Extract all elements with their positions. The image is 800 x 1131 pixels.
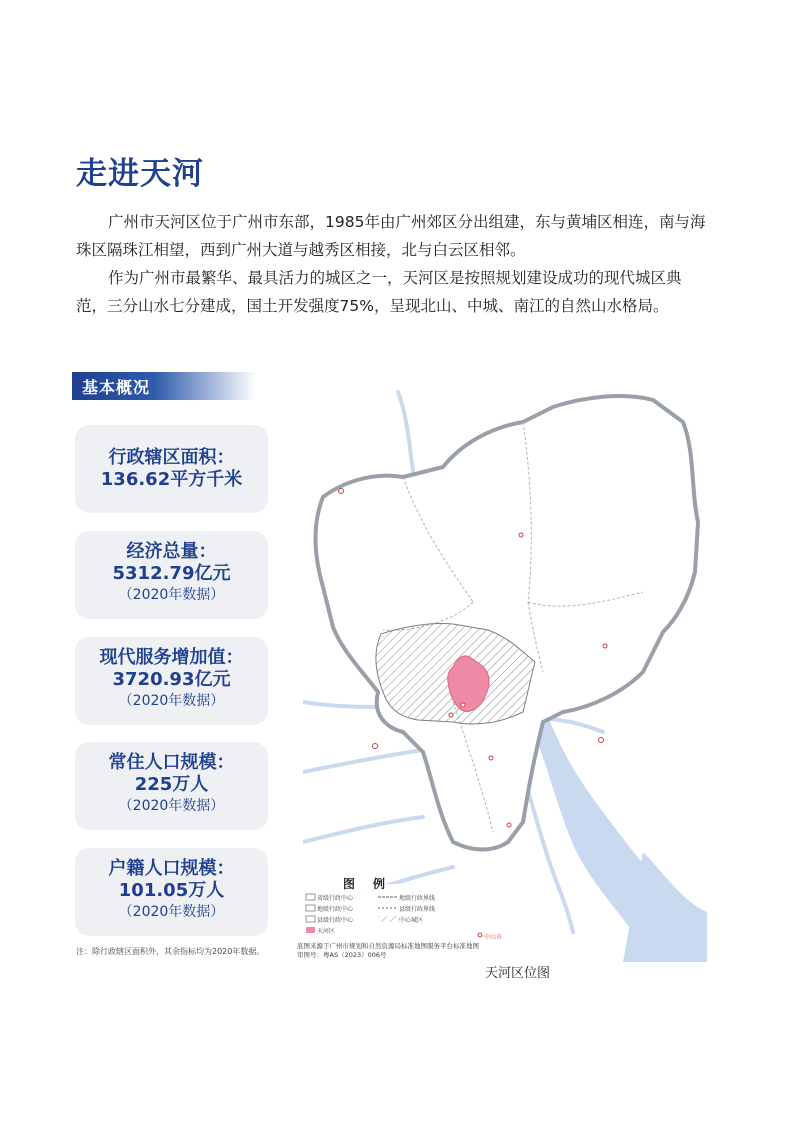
legend-item: 省级行政中心 bbox=[317, 895, 354, 902]
intro-text bbox=[76, 208, 710, 320]
stat-label: 经济总量： bbox=[126, 541, 217, 562]
legend-item: 县级行政中心 bbox=[317, 917, 354, 924]
location-map bbox=[297, 372, 707, 962]
legend-item: 县级行政界线 bbox=[399, 906, 436, 913]
legend-item: 天河区 bbox=[317, 928, 336, 935]
stat-card-registered-population bbox=[75, 848, 268, 936]
map-city-label: 中山市 bbox=[484, 934, 503, 941]
stat-value: 225万人 bbox=[134, 774, 209, 795]
legend-column-left bbox=[317, 893, 353, 937]
stat-value: 3720.93亿元 bbox=[112, 669, 231, 690]
stat-label: 现代服务增加值： bbox=[99, 647, 244, 668]
stat-value: 101.05万人 bbox=[118, 880, 225, 901]
intro-paragraph-2: 作为广州市最繁华、最具活力的城区之一，天河区是按照规划建设成功的现代城区典范，三分山水七分建成，国土开发强度75%，呈现北山、中城、南江的自然山水格局。 bbox=[76, 269, 682, 315]
legend-item: 中心城区 bbox=[399, 917, 424, 924]
stat-label: 户籍人口规模： bbox=[108, 858, 235, 879]
map-source-line: 底图来源于广州市规划和自然资源局标准地图服务平台标准地图 bbox=[297, 942, 479, 950]
stat-label: 行政辖区面积： bbox=[108, 447, 235, 468]
stat-note: （2020年数据） bbox=[118, 693, 225, 709]
map-graphic bbox=[303, 372, 707, 962]
map-approval-number: 审图号：粤AS（2023）006号 bbox=[297, 951, 387, 959]
page-title: 走进天河 bbox=[76, 156, 204, 192]
map-source bbox=[297, 942, 479, 960]
stat-note: （2020年数据） bbox=[118, 587, 225, 603]
legend-item: 地级行政中心 bbox=[317, 906, 354, 913]
section-heading: 基本概况 bbox=[82, 378, 151, 397]
footnote: 注：除行政辖区面积外，其余指标均为2020年数据。 bbox=[76, 947, 265, 956]
intro-paragraph-1: 广州市天河区位于广州市东部，1985年由广州郊区分出组建，东与黄埔区相连，南与海珠区隔珠江相望，西到广州大道与越秀区相接，北与白云区相邻。 bbox=[76, 213, 706, 259]
stat-card-services bbox=[75, 637, 268, 725]
stat-card-resident-population bbox=[75, 742, 268, 830]
legend-column-right bbox=[399, 893, 435, 926]
stat-card-economy bbox=[75, 531, 268, 619]
stat-value: 136.62平方千米 bbox=[100, 469, 243, 490]
map-caption: 天河区位图 bbox=[485, 966, 551, 981]
stat-card-area bbox=[75, 425, 268, 513]
legend-item: 地级行政界线 bbox=[399, 895, 436, 902]
section-heading-bar bbox=[72, 372, 256, 400]
stat-value: 5312.79亿元 bbox=[112, 563, 231, 584]
legend-title: 图 例 bbox=[343, 877, 389, 891]
stat-label: 常住人口规模： bbox=[108, 752, 235, 773]
stat-note: （2020年数据） bbox=[118, 904, 225, 920]
stat-note: （2020年数据） bbox=[118, 798, 225, 814]
